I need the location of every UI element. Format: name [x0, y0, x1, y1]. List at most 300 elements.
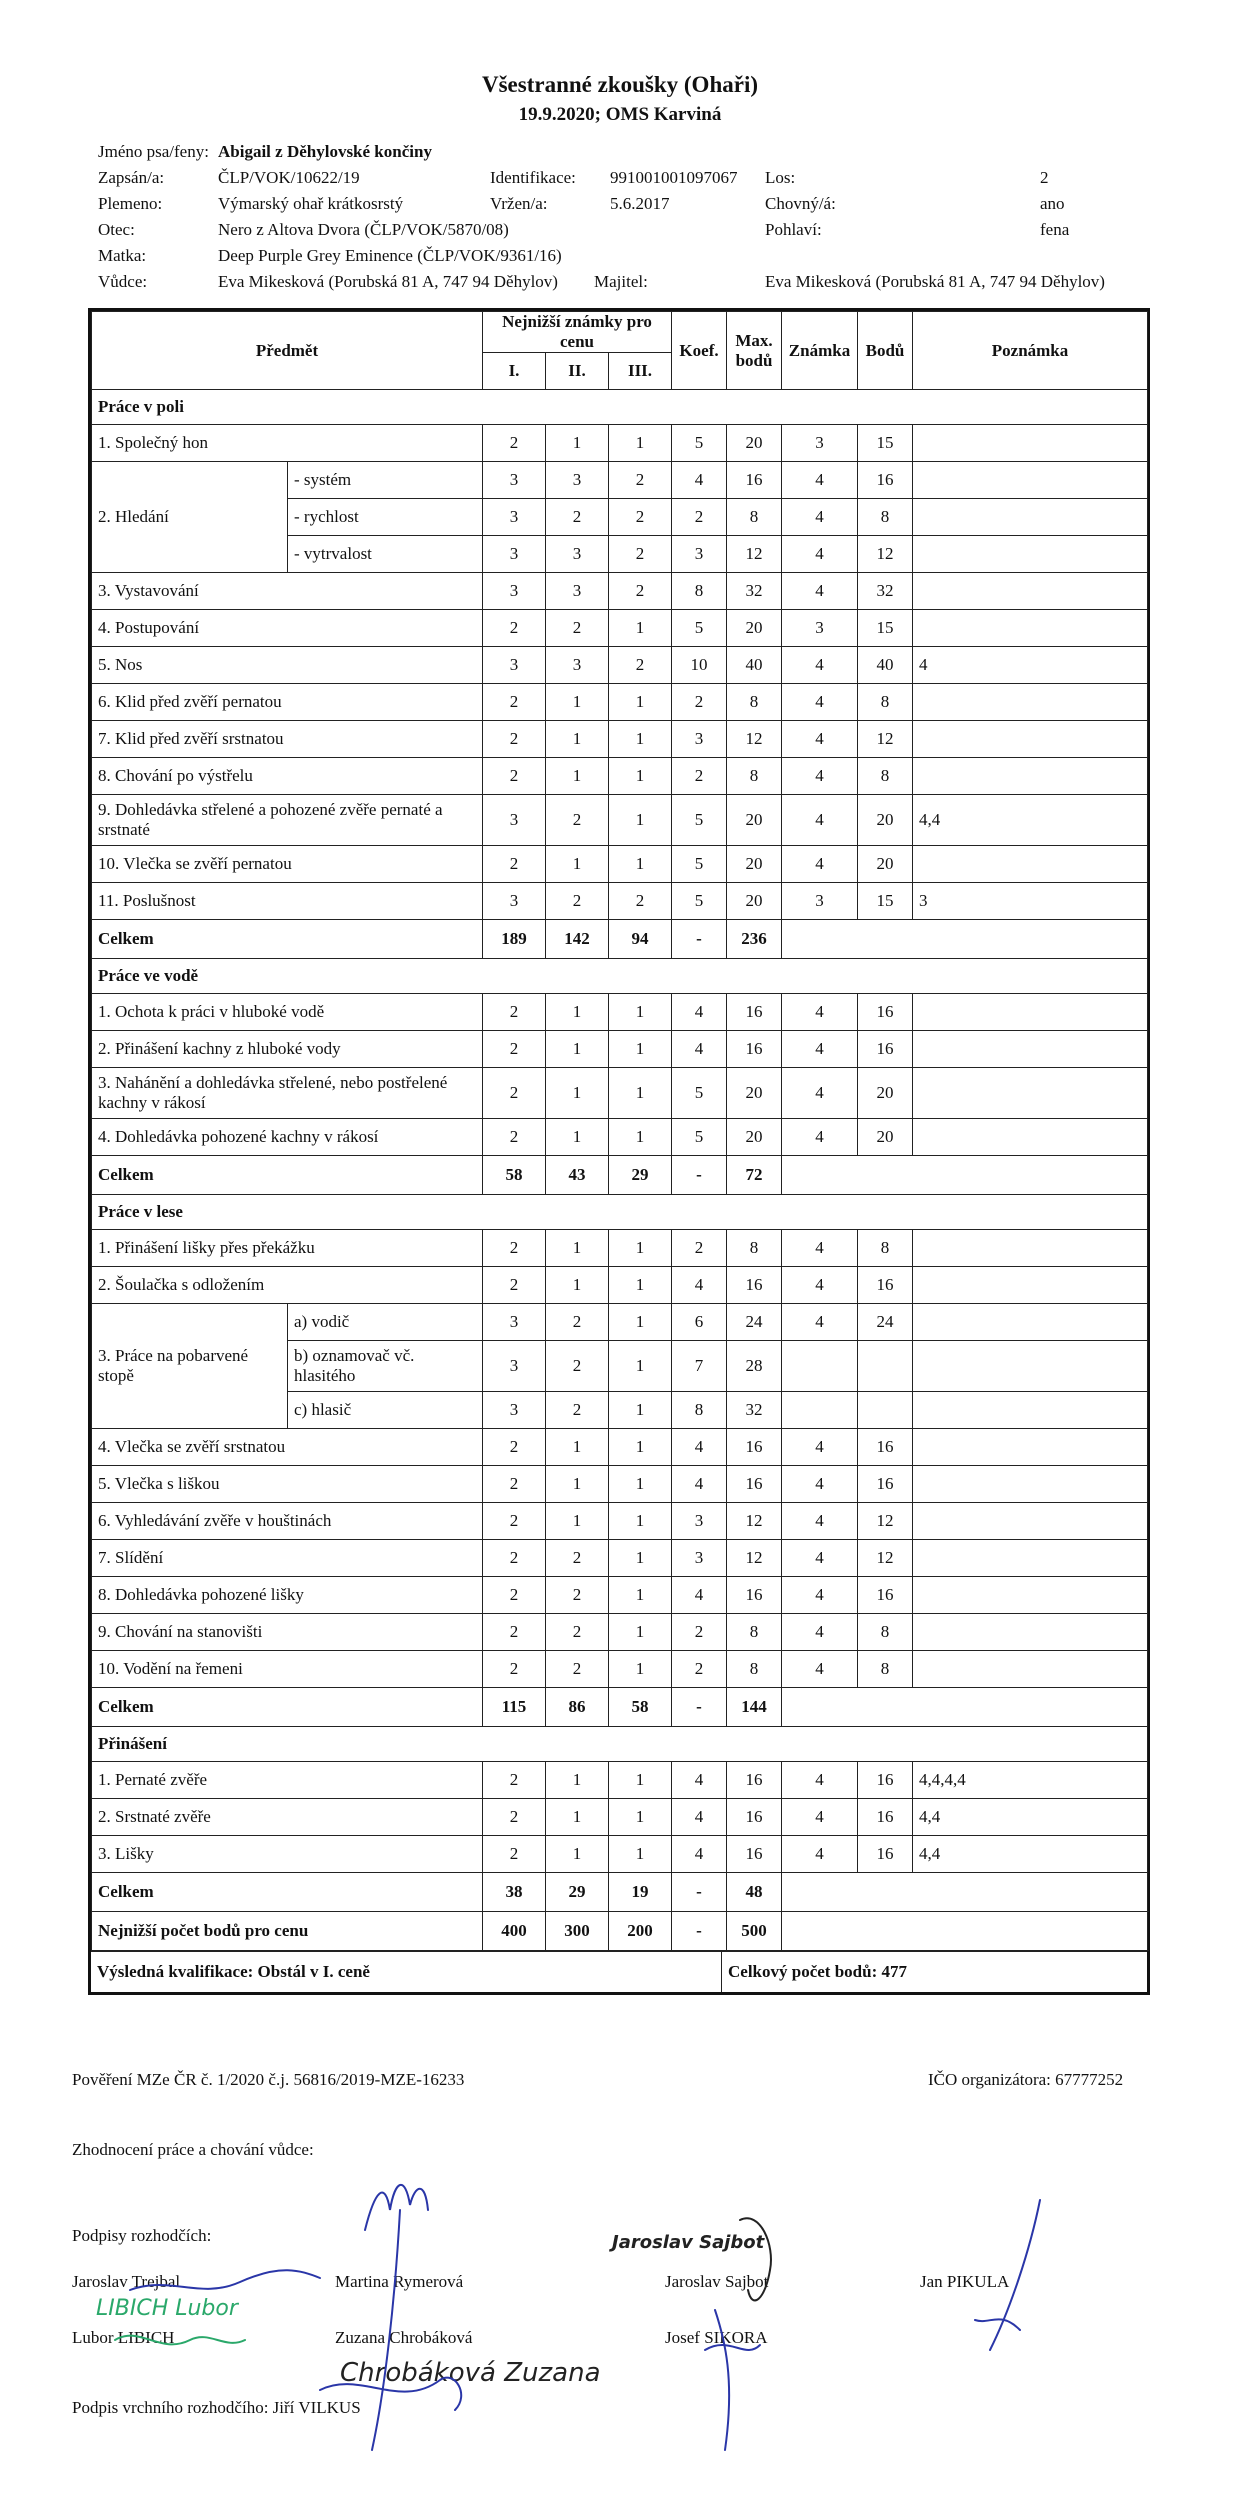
row-forest-r2-grade: 4	[782, 1267, 858, 1304]
judges-label: Podpisy rozhodčích:	[72, 2226, 212, 2245]
authorization-text: Pověření MZe ČR č. 1/2020 č.j. 56816/2019-MZE-16233	[72, 2070, 465, 2089]
row-water-r3-note	[913, 1068, 1148, 1119]
row-retrieve-r1-note: 4,4,4,4	[913, 1762, 1148, 1799]
row-field-r7-note	[913, 721, 1148, 758]
row-forest-r1-g2: 1	[546, 1230, 609, 1267]
row-forest-r4-g3: 1	[609, 1429, 672, 1466]
row-field-r8-g1: 2	[483, 758, 546, 795]
row-forest-r4-points: 16	[858, 1429, 913, 1466]
row-forest-r9-max: 8	[727, 1614, 782, 1651]
row-retrieve-r3-g3: 1	[609, 1836, 672, 1873]
row-water-r2-max: 16	[727, 1031, 782, 1068]
row-hledani-vytrvalost-g3: 2	[609, 536, 672, 573]
row-field-r8	[92, 758, 1148, 795]
row-forest-r9	[92, 1614, 1148, 1651]
lot-label: Los:	[765, 168, 796, 187]
row-hledani-rychlost-points: 8	[858, 499, 913, 536]
libich-signature	[115, 2336, 245, 2345]
row-forest-r10-subject: 10. Vodění na řemeni	[92, 1651, 483, 1688]
handler-value: Eva Mikesková (Porubská 81 A, 747 94 Děhylov)	[218, 272, 558, 291]
col-max: Max. bodů	[727, 312, 782, 390]
row-forest-hlasic-subject: c) hlasič	[288, 1392, 483, 1429]
col-min-grades: Nejnižší známky pro cenu	[483, 312, 672, 353]
sikora-signature	[705, 2310, 760, 2450]
row-forest-r6-g2: 1	[546, 1503, 609, 1540]
row-forest-r5-points: 16	[858, 1466, 913, 1503]
row-forest-total-c4: -	[672, 1688, 727, 1727]
row-forest-hlasic-g1: 3	[483, 1392, 546, 1429]
row-forest-r1-note	[913, 1230, 1148, 1267]
row-field-r6-g1: 2	[483, 684, 546, 721]
row-hledani-system-g1: 3	[483, 462, 546, 499]
row-field-r6-max: 8	[727, 684, 782, 721]
row-retrieve-r1-g2: 1	[546, 1762, 609, 1799]
row-water-r4-grade: 4	[782, 1119, 858, 1156]
row-field-r9-coef: 5	[672, 795, 727, 846]
row-min-total	[92, 1912, 1148, 1951]
evaluation-label: Zhodnocení práce a chování vůdce:	[72, 2140, 314, 2159]
row-forest-r5-subject: 5. Vlečka s liškou	[92, 1466, 483, 1503]
row-hledani-system	[92, 462, 1148, 499]
row-hledani-rychlost-g1: 3	[483, 499, 546, 536]
row-hledani-vytrvalost-grade: 4	[782, 536, 858, 573]
row-field-r5-g3: 2	[609, 647, 672, 684]
row-water-r1-g3: 1	[609, 994, 672, 1031]
row-water-r2-g2: 1	[546, 1031, 609, 1068]
row-forest-oznamovac-note	[913, 1341, 1148, 1392]
reg-value: ČLP/VOK/10622/19	[218, 168, 360, 187]
row-forest-r6	[92, 1503, 1148, 1540]
row-forest-vodic-coef: 6	[672, 1304, 727, 1341]
row-retrieve-r2-coef: 4	[672, 1799, 727, 1836]
row-water-r1-g1: 2	[483, 994, 546, 1031]
row-field-r7-coef: 3	[672, 721, 727, 758]
kept-label: Chovný/á:	[765, 194, 836, 213]
row-forest-total-c5: 144	[727, 1688, 782, 1727]
row-forest-r10-g3: 1	[609, 1651, 672, 1688]
row-forest-hlasic-g2: 2	[546, 1392, 609, 1429]
row-forest-r7-grade: 4	[782, 1540, 858, 1577]
row-forest-r2-coef: 4	[672, 1267, 727, 1304]
judge-libich: Lubor LIBICH	[72, 2328, 175, 2347]
row-forest-r6-subject: 6. Vyhledávání zvěře v houštinách	[92, 1503, 483, 1540]
row-forest-r4-g1: 2	[483, 1429, 546, 1466]
row-field-r3-grade: 4	[782, 573, 858, 610]
row-field-r5	[92, 647, 1148, 684]
row-forest-vodic-note	[913, 1304, 1148, 1341]
row-forest-r10-max: 8	[727, 1651, 782, 1688]
row-retrieve-r2-points: 16	[858, 1799, 913, 1836]
row-field-r8-points: 8	[858, 758, 913, 795]
section-field-title: Práce v poli	[92, 390, 1148, 425]
row-forest-r8-grade: 4	[782, 1577, 858, 1614]
section-water	[92, 959, 1148, 994]
row-min-total-c3: 200	[609, 1912, 672, 1951]
row-field-r3-g1: 3	[483, 573, 546, 610]
row-field-r10-coef: 5	[672, 846, 727, 883]
chrobakova-handwriting: Chrobáková Zuzana	[340, 2358, 601, 2388]
row-water-total-c3: 29	[609, 1156, 672, 1195]
row-forest-r2-points: 16	[858, 1267, 913, 1304]
row-retrieve-r1-g1: 2	[483, 1762, 546, 1799]
row-forest-r10-g1: 2	[483, 1651, 546, 1688]
row-water-r2-note	[913, 1031, 1148, 1068]
row-field-r4-g1: 2	[483, 610, 546, 647]
row-water-r2-subject: 2. Přinášení kachny z hluboké vody	[92, 1031, 483, 1068]
row-water-r3-g3: 1	[609, 1068, 672, 1119]
row-retrieve-r2-note: 4,4	[913, 1799, 1148, 1836]
row-forest-oznamovac-g1: 3	[483, 1341, 546, 1392]
row-forest-hlasic-max: 32	[727, 1392, 782, 1429]
pikula-signature	[975, 2200, 1040, 2350]
row-min-total-c4: -	[672, 1912, 727, 1951]
row-forest-r1-max: 8	[727, 1230, 782, 1267]
ico-text: IČO organizátora: 67777252	[928, 2070, 1124, 2089]
born-label: Vržen/a:	[490, 194, 548, 213]
row-water-r3-coef: 5	[672, 1068, 727, 1119]
row-forest-r2-g3: 1	[609, 1267, 672, 1304]
row-hledani-system-subject: - systém	[288, 462, 483, 499]
row-field-r7	[92, 721, 1148, 758]
row-water-r1-g2: 1	[546, 994, 609, 1031]
judge-trejbal: Jaroslav Trejbal	[72, 2272, 181, 2291]
row-field-total-blank	[782, 920, 1148, 959]
row-forest-total-c3: 58	[609, 1688, 672, 1727]
row-field-r8-g2: 1	[546, 758, 609, 795]
row-field-r9-grade: 4	[782, 795, 858, 846]
row-forest-r5-g2: 1	[546, 1466, 609, 1503]
row-min-total-c2: 300	[546, 1912, 609, 1951]
row-spolecny-hon-points: 15	[858, 425, 913, 462]
row-forest-r6-points: 12	[858, 1503, 913, 1540]
row-hledani-rychlost-max: 8	[727, 499, 782, 536]
col-g2: II.	[546, 353, 609, 390]
row-forest-hlasic-g3: 1	[609, 1392, 672, 1429]
row-forest-r8-points: 16	[858, 1577, 913, 1614]
row-retrieve-r1-points: 16	[858, 1762, 913, 1799]
row-field-r7-g1: 2	[483, 721, 546, 758]
row-forest-r6-g1: 2	[483, 1503, 546, 1540]
row-field-total	[92, 920, 1148, 959]
row-field-r9-points: 20	[858, 795, 913, 846]
row-spolecny-hon-max: 20	[727, 425, 782, 462]
row-forest-r5-note	[913, 1466, 1148, 1503]
row-water-r3-points: 20	[858, 1068, 913, 1119]
row-field-r10-points: 20	[858, 846, 913, 883]
row-spolecny-hon-g2: 1	[546, 425, 609, 462]
id-value: 991001001097067	[610, 168, 738, 187]
row-forest-hlasic-coef: 8	[672, 1392, 727, 1429]
row-forest-vodic-max: 24	[727, 1304, 782, 1341]
born-value: 5.6.2017	[610, 194, 670, 213]
id-label: Identifikace:	[490, 168, 576, 187]
row-field-r6-points: 8	[858, 684, 913, 721]
col-note: Poznámka	[913, 312, 1148, 390]
row-water-total-c4: -	[672, 1156, 727, 1195]
row-water-r1-note	[913, 994, 1148, 1031]
row-field-r11-g1: 3	[483, 883, 546, 920]
final-qualification: Výsledná kvalifikace: Obstál v I. ceně	[91, 1952, 722, 1992]
score-table	[88, 308, 1150, 1995]
row-forest-r9-points: 8	[858, 1614, 913, 1651]
row-spolecny-hon-g3: 1	[609, 425, 672, 462]
row-field-r3-points: 32	[858, 573, 913, 610]
row-hledani-system-note	[913, 462, 1148, 499]
col-g1: I.	[483, 353, 546, 390]
row-water-r4-max: 20	[727, 1119, 782, 1156]
section-retrieve	[92, 1727, 1148, 1762]
row-field-r5-g1: 3	[483, 647, 546, 684]
row-water-r4-points: 20	[858, 1119, 913, 1156]
rymerova-signature	[365, 2185, 428, 2450]
row-forest-r4-subject: 4. Vlečka se zvěří srstnatou	[92, 1429, 483, 1466]
row-water-r4-note	[913, 1119, 1148, 1156]
row-water-r2-g1: 2	[483, 1031, 546, 1068]
row-water-r4-g2: 1	[546, 1119, 609, 1156]
row-hledani-vytrvalost-subject: - vytrvalost	[288, 536, 483, 573]
row-water-r4	[92, 1119, 1148, 1156]
row-field-r9	[92, 795, 1148, 846]
row-field-r9-note: 4,4	[913, 795, 1148, 846]
row-water-r1-points: 16	[858, 994, 913, 1031]
row-field-r11-coef: 5	[672, 883, 727, 920]
row-forest-r5-grade: 4	[782, 1466, 858, 1503]
row-forest-r8-g3: 1	[609, 1577, 672, 1614]
row-hledani-rychlost-subject: - rychlost	[288, 499, 483, 536]
row-field-r9-subject: 9. Dohledávka střelené a pohozené zvěře pernaté a srstnaté	[92, 795, 483, 846]
row-water-r3-g1: 2	[483, 1068, 546, 1119]
owner-label: Majitel:	[594, 272, 648, 291]
row-forest-r6-grade: 4	[782, 1503, 858, 1540]
section-forest	[92, 1195, 1148, 1230]
row-field-r11-note: 3	[913, 883, 1148, 920]
row-forest-r4-grade: 4	[782, 1429, 858, 1466]
row-water-r4-g3: 1	[609, 1119, 672, 1156]
row-retrieve-r3-g1: 2	[483, 1836, 546, 1873]
chief-judge-label: Podpis vrchního rozhodčího: Jiří VILKUS	[72, 2398, 361, 2417]
row-field-r5-grade: 4	[782, 647, 858, 684]
row-retrieve-r3-coef: 4	[672, 1836, 727, 1873]
row-field-r4-coef: 5	[672, 610, 727, 647]
row-forest-r1-grade: 4	[782, 1230, 858, 1267]
row-hledani-vytrvalost-max: 12	[727, 536, 782, 573]
row-forest-r8-subject: 8. Dohledávka pohozené lišky	[92, 1577, 483, 1614]
row-field-r6-grade: 4	[782, 684, 858, 721]
row-hledani-rychlost-coef: 2	[672, 499, 727, 536]
row-field-total-c0: Celkem	[92, 920, 483, 959]
row-field-r4-grade: 3	[782, 610, 858, 647]
row-forest-vodic-subject: a) vodič	[288, 1304, 483, 1341]
row-hledani-vytrvalost-coef: 3	[672, 536, 727, 573]
sex-label: Pohlaví:	[765, 220, 822, 239]
judge-chrobakova: Zuzana Chrobáková	[335, 2328, 473, 2347]
row-retrieve-r1	[92, 1762, 1148, 1799]
row-forest-r9-grade: 4	[782, 1614, 858, 1651]
total-points: Celkový počet bodů: 477	[728, 1962, 907, 1981]
row-forest-r6-note	[913, 1503, 1148, 1540]
row-field-r11-g2: 2	[546, 883, 609, 920]
row-hledani-system-coef: 4	[672, 462, 727, 499]
row-retrieve-r1-subject: 1. Pernaté zvěře	[92, 1762, 483, 1799]
row-retrieve-r3	[92, 1836, 1148, 1873]
row-forest-r8-g1: 2	[483, 1577, 546, 1614]
row-water-total-c1: 58	[483, 1156, 546, 1195]
row-forest-r2-g2: 1	[546, 1267, 609, 1304]
row-forest-r7	[92, 1540, 1148, 1577]
judge-sajbot: Jaroslav Sajbot	[665, 2272, 769, 2291]
row-field-r8-g3: 1	[609, 758, 672, 795]
row-water-r1-grade: 4	[782, 994, 858, 1031]
row-field-r9-g2: 2	[546, 795, 609, 846]
row-field-r6	[92, 684, 1148, 721]
row-field-r7-subject: 7. Klid před zvěří srstnatou	[92, 721, 483, 758]
row-hledani-vytrvalost-g1: 3	[483, 536, 546, 573]
row-min-total-blank	[782, 1912, 1148, 1951]
row-hledani-system-grade: 4	[782, 462, 858, 499]
row-field-r10-subject: 10. Vlečka se zvěří pernatou	[92, 846, 483, 883]
row-retrieve-r2-grade: 4	[782, 1799, 858, 1836]
row-hledani-rychlost-grade: 4	[782, 499, 858, 536]
row-field-r4-subject: 4. Postupování	[92, 610, 483, 647]
row-forest-oznamovac-coef: 7	[672, 1341, 727, 1392]
handler-label: Vůdce:	[98, 272, 148, 291]
row-water-r3-max: 20	[727, 1068, 782, 1119]
row-forest-vodic-group-label: 3. Práce na pobarvené stopě	[92, 1304, 288, 1429]
row-hledani-system-g3: 2	[609, 462, 672, 499]
row-retrieve-total-c1: 38	[483, 1873, 546, 1912]
row-retrieve-r3-grade: 4	[782, 1836, 858, 1873]
row-field-r9-g3: 1	[609, 795, 672, 846]
row-forest-r5-coef: 4	[672, 1466, 727, 1503]
row-forest-vodic-g3: 1	[609, 1304, 672, 1341]
row-forest-r10-coef: 2	[672, 1651, 727, 1688]
row-field-r5-max: 40	[727, 647, 782, 684]
row-forest-r4-coef: 4	[672, 1429, 727, 1466]
row-forest-r10-points: 8	[858, 1651, 913, 1688]
row-forest-r8-max: 16	[727, 1577, 782, 1614]
vilkus-signature	[320, 2378, 461, 2410]
libich-handwriting: LIBICH Lubor	[96, 2296, 238, 2321]
row-retrieve-r3-subject: 3. Lišky	[92, 1836, 483, 1873]
row-field-r3-g2: 3	[546, 573, 609, 610]
row-field-r11-points: 15	[858, 883, 913, 920]
row-field-r10-g2: 1	[546, 846, 609, 883]
row-forest-r7-coef: 3	[672, 1540, 727, 1577]
sajbot-stamp: Jaroslav Sajbot	[612, 2232, 765, 2253]
row-retrieve-r1-coef: 4	[672, 1762, 727, 1799]
col-g3: III.	[609, 353, 672, 390]
row-retrieve-r2-max: 16	[727, 1799, 782, 1836]
row-field-r11-g3: 2	[609, 883, 672, 920]
row-spolecny-hon-coef: 5	[672, 425, 727, 462]
row-field-r6-subject: 6. Klid před zvěří pernatou	[92, 684, 483, 721]
row-forest-oznamovac-subject: b) oznamovač vč. hlasitého	[288, 1341, 483, 1392]
row-field-r7-max: 12	[727, 721, 782, 758]
row-field-r7-g2: 1	[546, 721, 609, 758]
row-field-r6-coef: 2	[672, 684, 727, 721]
row-retrieve-r3-g2: 1	[546, 1836, 609, 1873]
row-hledani-system-g2: 3	[546, 462, 609, 499]
row-hledani-system-max: 16	[727, 462, 782, 499]
row-field-r9-max: 20	[727, 795, 782, 846]
row-forest-r5-g1: 2	[483, 1466, 546, 1503]
row-water-r4-subject: 4. Dohledávka pohozené kachny v rákosí	[92, 1119, 483, 1156]
breed-label: Plemeno:	[98, 194, 163, 213]
row-forest-r2-g1: 2	[483, 1267, 546, 1304]
row-forest-r9-coef: 2	[672, 1614, 727, 1651]
row-retrieve-total-blank	[782, 1873, 1148, 1912]
row-retrieve-r2	[92, 1799, 1148, 1836]
row-field-r10-note	[913, 846, 1148, 883]
row-field-r6-note	[913, 684, 1148, 721]
row-water-r3-grade: 4	[782, 1068, 858, 1119]
row-retrieve-total	[92, 1873, 1148, 1912]
row-field-r5-points: 40	[858, 647, 913, 684]
row-forest-r7-points: 12	[858, 1540, 913, 1577]
row-field-r10-g3: 1	[609, 846, 672, 883]
row-forest-r2-max: 16	[727, 1267, 782, 1304]
row-field-r6-g2: 1	[546, 684, 609, 721]
row-water-r2	[92, 1031, 1148, 1068]
row-field-r4-max: 20	[727, 610, 782, 647]
row-forest-r9-g1: 2	[483, 1614, 546, 1651]
row-forest-oznamovac-g2: 2	[546, 1341, 609, 1392]
result-row	[91, 1951, 1147, 1992]
row-water-r2-points: 16	[858, 1031, 913, 1068]
row-forest-oznamovac-g3: 1	[609, 1341, 672, 1392]
section-retrieve-title: Přinášení	[92, 1727, 1148, 1762]
row-forest-vodic-points: 24	[858, 1304, 913, 1341]
row-forest-r5-max: 16	[727, 1466, 782, 1503]
row-forest-r10	[92, 1651, 1148, 1688]
dog-name: Abigail z Děhylovské končiny	[218, 142, 432, 161]
row-forest-r1-points: 8	[858, 1230, 913, 1267]
row-forest-hlasic-note	[913, 1392, 1148, 1429]
section-water-title: Práce ve vodě	[92, 959, 1148, 994]
row-field-r11-max: 20	[727, 883, 782, 920]
row-field-r4-g3: 1	[609, 610, 672, 647]
section-field	[92, 390, 1148, 425]
col-points: Bodů	[858, 312, 913, 390]
row-forest-vodic	[92, 1304, 1148, 1341]
judge-rymerova: Martina Rymerová	[335, 2272, 464, 2291]
row-field-r3-max: 32	[727, 573, 782, 610]
row-field-total-c4: -	[672, 920, 727, 959]
row-field-r4-note	[913, 610, 1148, 647]
row-forest-vodic-grade: 4	[782, 1304, 858, 1341]
row-field-r10-grade: 4	[782, 846, 858, 883]
row-forest-r1-g1: 2	[483, 1230, 546, 1267]
row-field-r3-note	[913, 573, 1148, 610]
row-retrieve-total-c5: 48	[727, 1873, 782, 1912]
row-retrieve-r1-max: 16	[727, 1762, 782, 1799]
row-field-r3-g3: 2	[609, 573, 672, 610]
row-forest-r7-subject: 7. Slídění	[92, 1540, 483, 1577]
row-forest-r8-g2: 2	[546, 1577, 609, 1614]
row-field-r5-subject: 5. Nos	[92, 647, 483, 684]
row-water-r1-subject: 1. Ochota k práci v hluboké vodě	[92, 994, 483, 1031]
row-field-r4	[92, 610, 1148, 647]
row-field-r8-max: 8	[727, 758, 782, 795]
row-forest-r10-grade: 4	[782, 1651, 858, 1688]
row-field-r10-max: 20	[727, 846, 782, 883]
row-min-total-c0: Nejnižší počet bodů pro cenu	[92, 1912, 483, 1951]
row-water-r2-g3: 1	[609, 1031, 672, 1068]
row-field-r11-subject: 11. Poslušnost	[92, 883, 483, 920]
row-retrieve-r3-note: 4,4	[913, 1836, 1148, 1873]
row-water-r3-g2: 1	[546, 1068, 609, 1119]
row-forest-r7-max: 12	[727, 1540, 782, 1577]
